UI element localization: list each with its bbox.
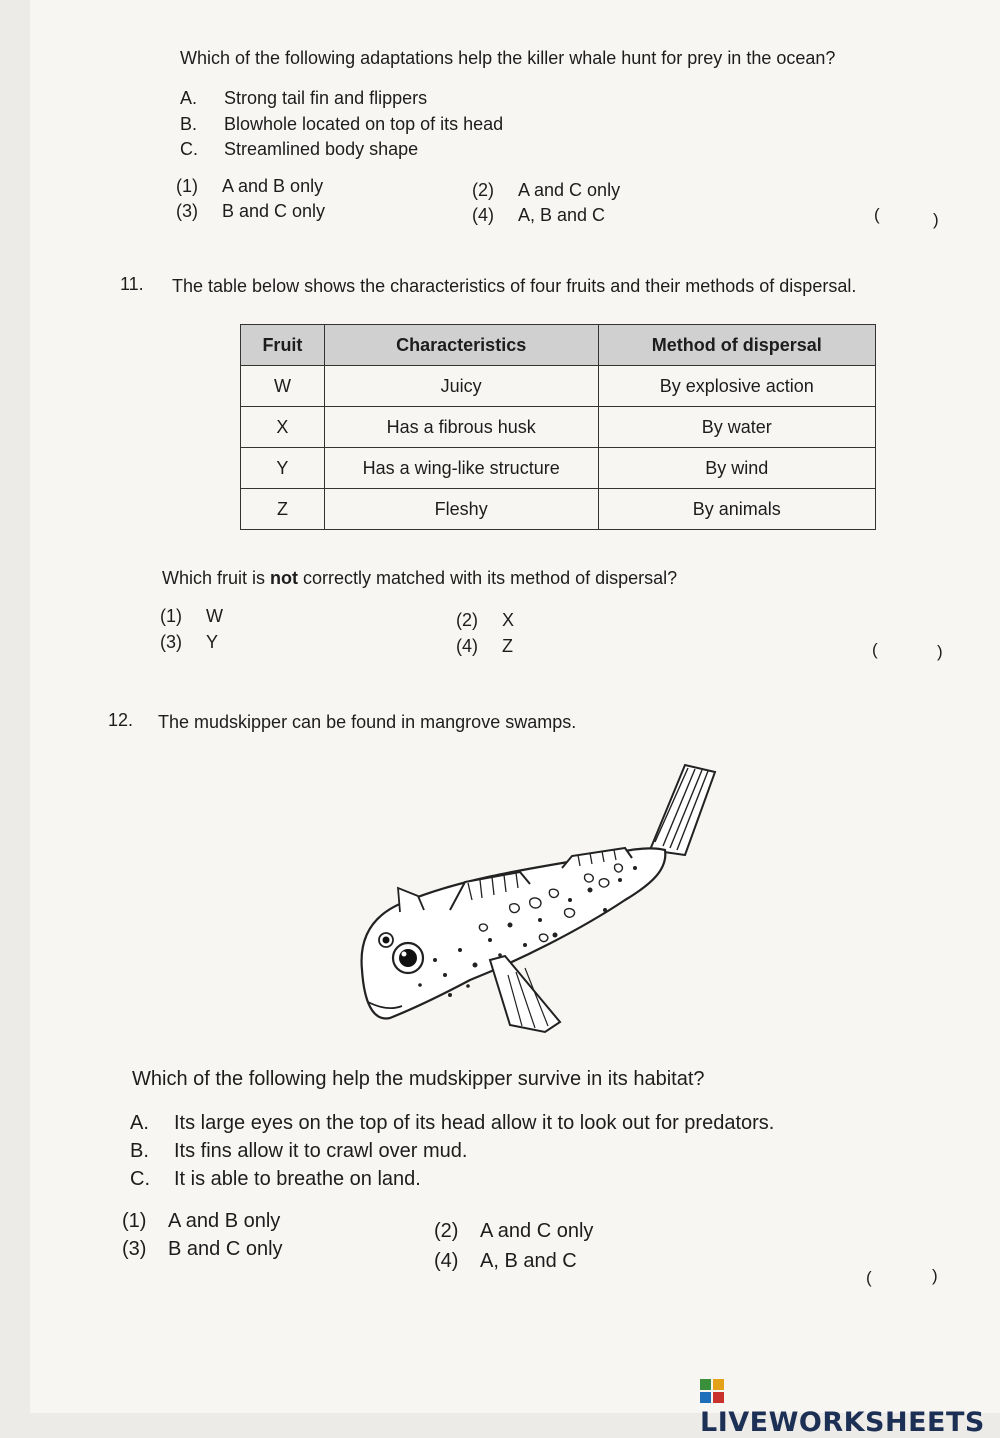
statement-c: C. Streamlined body shape	[180, 139, 419, 159]
table-row	[241, 489, 876, 530]
option-1[interactable]: (1) A and B only	[176, 176, 324, 196]
fruit-dispersal-table	[240, 324, 876, 530]
table-cell: Y	[241, 448, 325, 489]
table-cell: Has a fibrous husk	[324, 407, 598, 448]
option-2[interactable]: (2) A and C only	[472, 180, 621, 200]
logo-grid-icon	[700, 1379, 724, 1403]
option-2[interactable]: (2) A and C only	[434, 1220, 594, 1242]
table-cell: Juicy	[324, 366, 598, 407]
header-fruit: Fruit	[241, 325, 325, 366]
table-cell: Z	[241, 489, 325, 530]
question-number: 12.	[108, 710, 134, 730]
question-prompt: The mudskipper can be found in mangrove swamps.	[158, 712, 577, 732]
option-1[interactable]: (1) W	[160, 606, 223, 626]
answer-bracket-open: (	[872, 640, 878, 659]
option-1[interactable]: (1) A and B only	[122, 1210, 281, 1232]
answer-bracket-open: (	[866, 1268, 872, 1287]
question-prompt: The table below shows the characteristics of four fruits and their methods of dispersal.	[172, 276, 857, 296]
table-row	[241, 448, 876, 489]
option-2[interactable]: (2) X	[456, 610, 515, 630]
table-row	[241, 407, 876, 448]
answer-bracket-close: )	[932, 1266, 938, 1285]
table-row	[241, 366, 876, 407]
table-cell: W	[241, 366, 325, 407]
statement-a: A. Its large eyes on the top of its head allow it to look out for predators.	[130, 1112, 775, 1134]
statement-a: A. Strong tail fin and flippers	[180, 88, 428, 108]
answer-bracket-close: )	[933, 210, 939, 229]
question-text: Which fruit is not correctly matched with its method of dispersal?	[162, 568, 678, 588]
statement-b: B. Blowhole located on top of its head	[180, 114, 504, 134]
liveworksheets-logo	[700, 1376, 1000, 1438]
option-3[interactable]: (3) Y	[160, 632, 219, 652]
statement-b: B. Its fins allow it to crawl over mud.	[130, 1140, 468, 1162]
mudskipper-illustration	[350, 760, 730, 1050]
answer-bracket-open: (	[874, 205, 880, 224]
table-cell: By water	[598, 407, 876, 448]
table-cell: Has a wing-like structure	[324, 448, 598, 489]
option-4[interactable]: (4) A, B and C	[434, 1250, 577, 1272]
table-cell: By animals	[598, 489, 876, 530]
question-prompt: Which of the following adaptations help the killer whale hunt for prey in the ocean?	[180, 48, 836, 68]
table-cell: Fleshy	[324, 489, 598, 530]
question-text: Which of the following help the mudskipper survive in its habitat?	[132, 1068, 705, 1090]
option-3[interactable]: (3) B and C only	[176, 201, 326, 221]
table-cell: By explosive action	[598, 366, 876, 407]
table-cell: X	[241, 407, 325, 448]
table-cell: By wind	[598, 448, 876, 489]
statement-c: C. It is able to breathe on land.	[130, 1168, 421, 1190]
answer-bracket-close: )	[937, 642, 943, 661]
option-3[interactable]: (3) B and C only	[122, 1238, 283, 1260]
table-header-row	[241, 325, 876, 366]
logo-text: LIVEWORKSHEETS	[700, 1407, 985, 1438]
question-number: 11.	[120, 274, 144, 294]
option-4[interactable]: (4) A, B and C	[472, 205, 606, 225]
header-method: Method of dispersal	[598, 325, 876, 366]
header-characteristics: Characteristics	[324, 325, 598, 366]
option-4[interactable]: (4) Z	[456, 636, 513, 656]
